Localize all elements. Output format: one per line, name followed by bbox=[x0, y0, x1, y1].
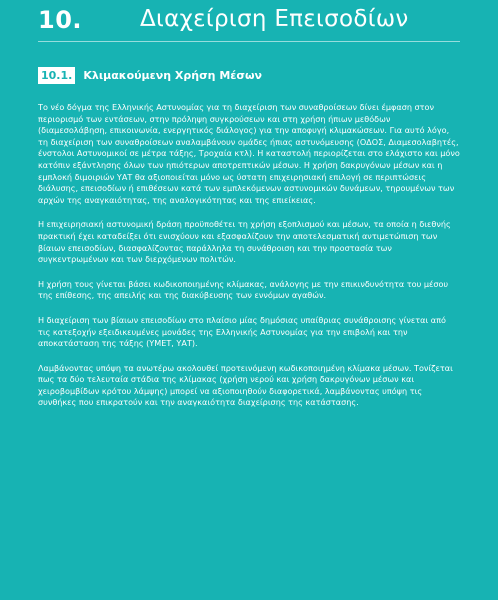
section-title: Κλιμακούμενη Χρήση Μέσων bbox=[83, 68, 263, 82]
paragraph: Η διαχείριση των βίαιων επεισοδίων στο πλαίσιο μίας δημόσιας υπαίθριας συνάθροισης γίνεται από τις κατεξοχήν εξειδικευμένες μονάδες της Ελληνικής Αστυνομίας για την επιβολή και την αποκατάσταση της τάξης (ΥΜΕΤ, ΥΑΤ). bbox=[38, 314, 446, 349]
paragraph: Η χρήση τους γίνεται βάσει κωδικοποιημένης κλίμακας, ανάλογης με την επικινδυνότητα του μέσου της επίθεσης, της απειλής και της διακύβευσης των εννόμων αγαθών. bbox=[38, 278, 449, 301]
chapter-number: 10. bbox=[38, 6, 83, 34]
header-divider bbox=[38, 41, 460, 42]
paragraph: Το νέο δόγμα της Ελληνικής Αστυνομίας για τη διαχείριση των συναθροίσεων δίνει έμφαση στον περιορισμό των εντάσεων, στην πρόληψη συγκρούσεων και στη χρήση ήπιων μεθόδων (διαμεσολάβηση, επικοινωνία, ενεργητικός διάλογος) για την αποφυγή κλιμακώσεων. Για αυτό λόγο, τη διαχείριση των συναθροίσεων αναλαμβάνουν ομάδες ήπιας αστυνόμευσης (ΟΔΟΣ, Διαμεσολαβητές, ένστολοι Αστυνομικοί σε μέτρα τάξης, Τροχαία κτλ). Η καταστολή περιορίζεται στο ελάχιστο και μόνο κατόπιν εξάντλησης όλων των ηπιότερων αποτρεπτικών μέσων. Η χρήση δακρυγόνων μέσων και η εμπλοκή διμοιριών ΥΑΤ θα αξιοποιείται μόνο ως ύστατη επιχειρησιακή επιλογή σε περιπτώσεις διάλυσης, επεισοδίων ή επιθέσεων κατά των εμπλεκόμενων αστυνομικών δυνάμεων, τηρουμένων των αρχών της αναγκαιότητας, της αναλογικότητας και της επιείκειας. bbox=[38, 102, 460, 205]
section-number-badge: 10.1. bbox=[38, 67, 75, 84]
chapter-title: Διαχείριση Επεισοδίων bbox=[140, 6, 409, 32]
body-text bbox=[38, 102, 460, 409]
paragraph: Η επιχειρησιακή αστυνομική δράση προϋποθέτει τη χρήση εξοπλισμού και μέσων, τα οποία η διεθνής πρακτική έχει καταδείξει ότι ενισχύουν και εξασφαλίζουν την αποτελεσματική αντιμετώπιση των βίαιων επεισοδίων, διασφαλίζοντας παράλληλα τη συνάθροιση και την προστασία των συγκεντρωμένων και των διερχόμενων πολιτών. bbox=[38, 219, 451, 265]
paragraph: Λαμβάνοντας υπόψη τα ανωτέρω ακολουθεί προτεινόμενη κωδικοποιημένη κλίμακα μέσων. Τονίζεται πως τα δύο τελευταία στάδια της κλίμακας (χρήση νερού και χρήση δακρυγόνων μέσων και χειροβομβίδων κρότου λάμψης) μπορεί να αξιοποιηθούν διαφορετικά, λαμβάνοντας υπόψη τις συνθήκες που επικρατούν και την αναγκαιότητα διαχείρισης της κατάστασης. bbox=[38, 362, 453, 408]
section-header bbox=[38, 66, 460, 84]
chapter-header bbox=[38, 0, 460, 42]
